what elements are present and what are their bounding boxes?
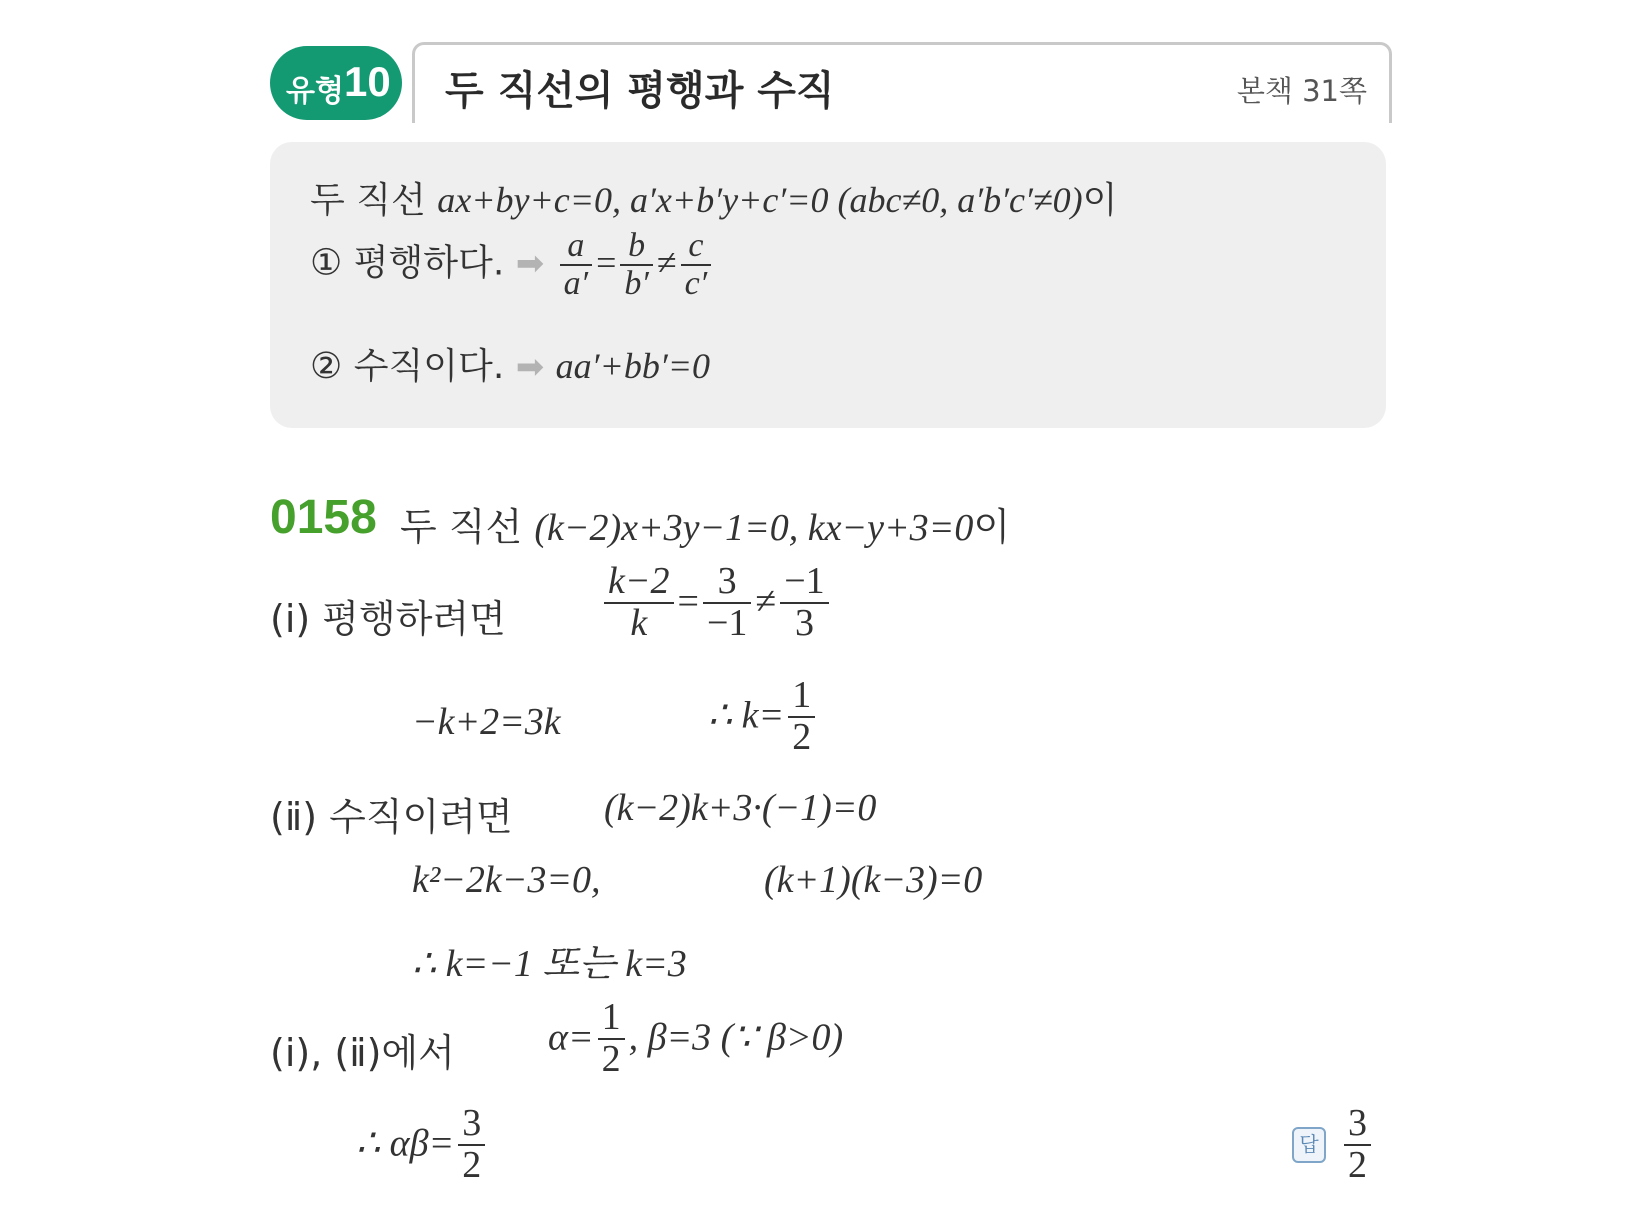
combine-label: (ⅰ), (ⅱ)에서 (270, 1031, 455, 1075)
fraction (1344, 1104, 1371, 1186)
fraction (620, 228, 652, 301)
statement-suffix: 이 (973, 505, 1011, 549)
problem-statement (400, 496, 1010, 551)
fraction (681, 228, 712, 301)
arrow-icon: ➡ (515, 243, 545, 284)
concept-parallel (310, 228, 715, 301)
page-reference: 본책 31쪽 (1236, 74, 1367, 108)
concept-perpendicular (310, 338, 710, 389)
perpendicular-condition: aa′+bb′=0 (555, 346, 711, 386)
type-badge (270, 46, 402, 120)
case2-result: ∴ k=−1 또는 k=3 (412, 943, 687, 985)
case2-step1: k²−2k−3=0, (412, 859, 601, 901)
concept-suffix: 이 (1082, 180, 1118, 221)
case1-label: (ⅰ) 평행하려면 (270, 597, 506, 641)
denominator: 2 (462, 1143, 482, 1186)
denominator: a′ (563, 264, 589, 302)
section-title-box (412, 42, 1392, 123)
numerator: 3 (703, 562, 751, 604)
answer (1292, 1104, 1375, 1186)
statement-math: (k−2)x+3y−1=0, kx−y+3=0 (534, 507, 974, 549)
equals-sign: = (677, 580, 699, 623)
numerator: k−2 (604, 562, 674, 604)
fraction (598, 998, 625, 1080)
parallel-label: ① 평행하다. (310, 242, 505, 284)
denominator: c′ (684, 264, 708, 302)
numerator: 1 (788, 676, 815, 718)
problem-number: 0158 (270, 491, 377, 544)
case1-step: −k+2=3k (412, 701, 561, 743)
concept-lines-math: ax+by+c=0, a′x+b′y+c′=0 (abc≠0, a′b′c′≠0) (437, 180, 1083, 220)
section-title: 두 직선의 평행과 수직 (445, 68, 835, 114)
concept-line-1 (310, 172, 1117, 223)
type-label: 유형 (286, 74, 344, 109)
numerator: 1 (598, 998, 625, 1040)
final-prefix: ∴ αβ= (356, 1122, 455, 1165)
denominator: 2 (792, 715, 812, 758)
denominator: b′ (624, 264, 649, 302)
fraction (780, 562, 828, 644)
numerator: 3 (458, 1104, 485, 1146)
beta-text: , β=3 (∵ β>0) (628, 1016, 844, 1059)
denominator: 3 (794, 601, 814, 644)
statement-prefix: 두 직선 (400, 505, 523, 549)
denominator: 2 (1348, 1143, 1367, 1186)
fraction (560, 228, 592, 301)
numerator: −1 (780, 562, 828, 604)
final-result (356, 1104, 489, 1186)
perpendicular-label: ② 수직이다. (310, 346, 505, 387)
not-equal-sign: ≠ (755, 580, 777, 623)
case1-result (708, 676, 819, 758)
arrow-icon: ➡ (515, 347, 545, 387)
combine-equation (548, 998, 843, 1080)
case2-equation: (k−2)k+3·(−1)=0 (604, 787, 877, 829)
numerator: c (681, 228, 712, 266)
case1-equation (600, 562, 833, 644)
case2-label: (ⅱ) 수직이려면 (270, 795, 513, 839)
denominator: −1 (706, 601, 748, 644)
denominator: 2 (601, 1037, 621, 1080)
concept-prefix: 두 직선 (310, 180, 426, 221)
not-equal-sign: ≠ (656, 242, 677, 283)
numerator: a (560, 228, 592, 266)
therefore-text: ∴ k= (708, 694, 785, 737)
equals-sign: = (596, 242, 617, 283)
numerator: 3 (1344, 1104, 1371, 1146)
fraction (458, 1104, 485, 1186)
denominator: k (630, 601, 648, 644)
fraction (788, 676, 815, 758)
case2-step2: (k+1)(k−3)=0 (764, 859, 983, 901)
fraction (604, 562, 674, 644)
fraction (703, 562, 751, 644)
alpha-text: α= (548, 1016, 594, 1059)
concept-box (270, 142, 1386, 428)
type-number: 10 (344, 58, 391, 105)
numerator: b (620, 228, 652, 266)
answer-icon: 답 (1292, 1127, 1326, 1163)
